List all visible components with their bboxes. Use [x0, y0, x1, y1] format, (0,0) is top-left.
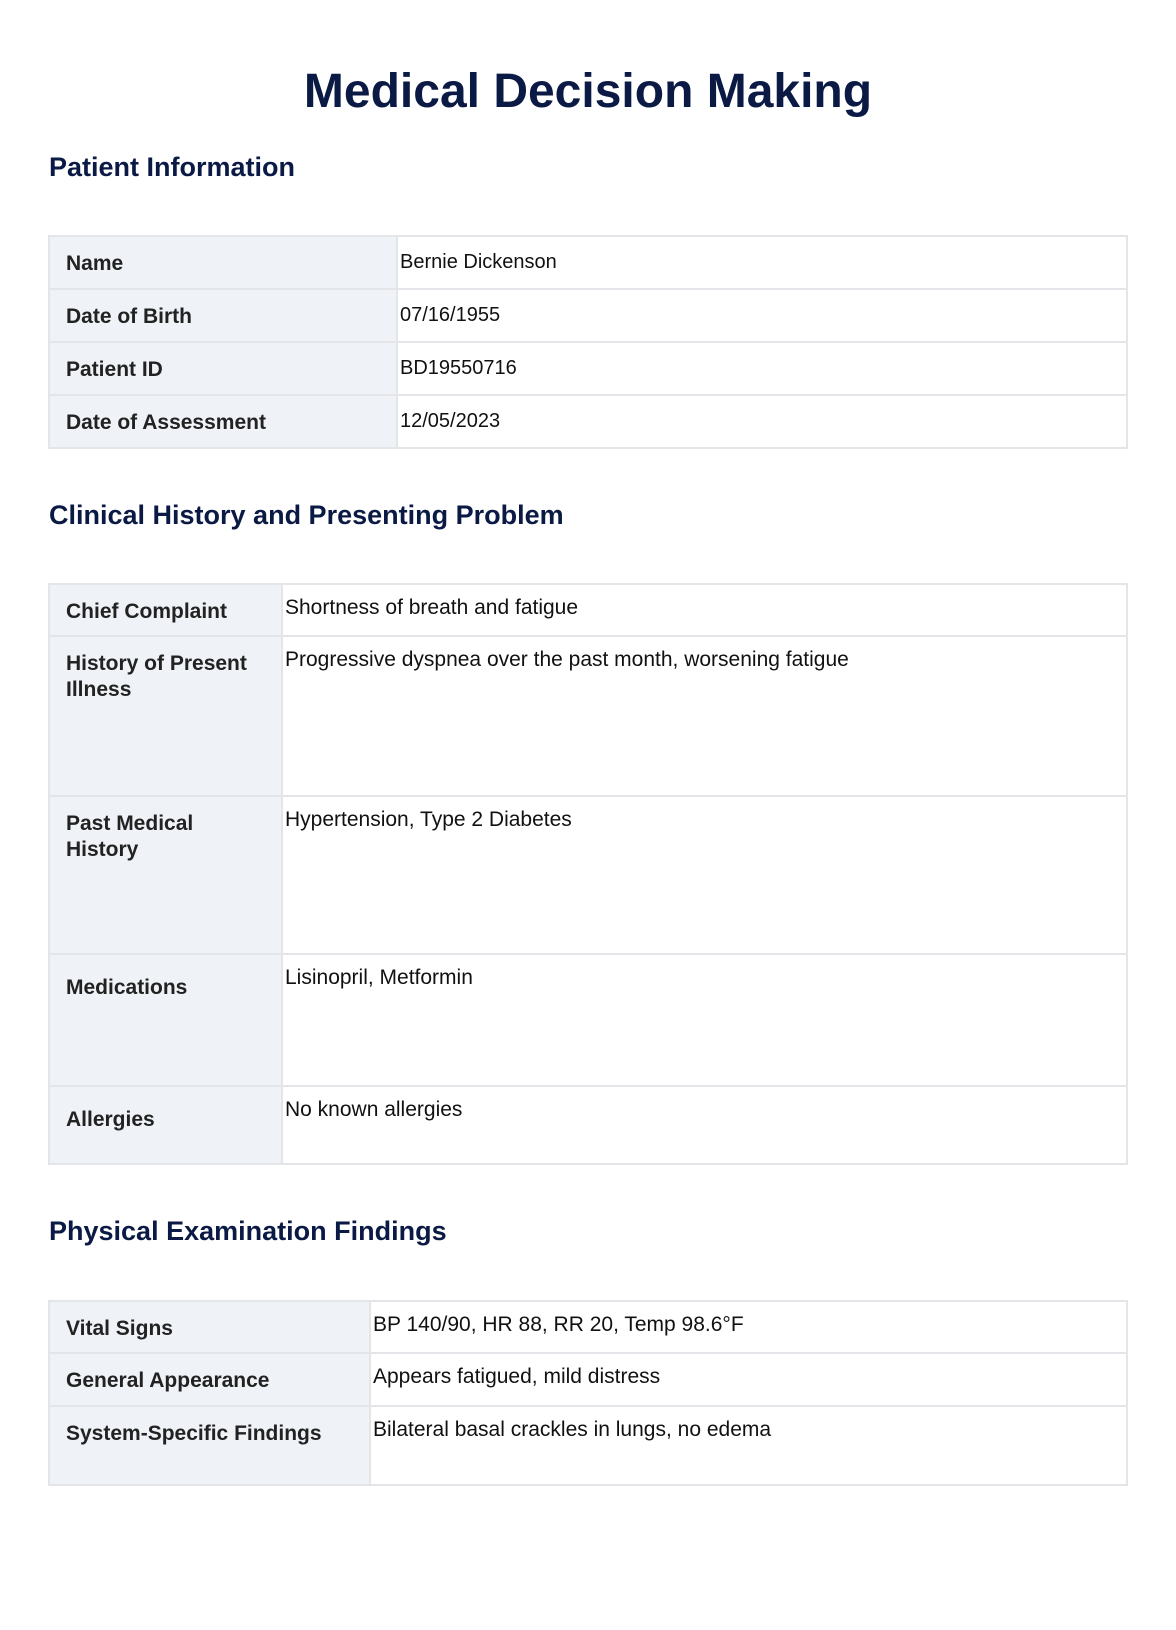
- row-label: Date of Assessment: [49, 395, 397, 448]
- physical-examination-table: [48, 1300, 1128, 1486]
- date-of-assessment-value: 12/05/2023: [397, 395, 1127, 448]
- past-medical-history-value: Hypertension, Type 2 Diabetes: [282, 796, 1127, 954]
- table-row: [49, 1301, 1127, 1353]
- row-label: Date of Birth: [49, 289, 397, 342]
- section-heading-clinical-history: Clinical History and Presenting Problem: [49, 500, 564, 530]
- row-label: Vital Signs: [49, 1301, 370, 1353]
- table-row: [49, 289, 1127, 342]
- vital-signs-value: BP 140/90, HR 88, RR 20, Temp 98.6°F: [370, 1301, 1127, 1353]
- row-label: Chief Complaint: [49, 584, 282, 636]
- medications-value: Lisinopril, Metformin: [282, 954, 1127, 1086]
- row-label: System-Specific Findings: [49, 1406, 370, 1485]
- section-heading-patient-information: Patient Information: [49, 152, 296, 182]
- table-row: [49, 1353, 1127, 1406]
- row-label: Allergies: [49, 1086, 282, 1164]
- chief-complaint-value: Shortness of breath and fatigue: [282, 584, 1127, 636]
- system-specific-findings-value: Bilateral basal crackles in lungs, no edema: [370, 1406, 1127, 1485]
- row-label: Medications: [49, 954, 282, 1086]
- history-of-present-illness-value: Progressive dyspnea over the past month, worsening fatigue: [282, 636, 1127, 796]
- table-row: [49, 796, 1127, 954]
- row-label: History of Present Illness: [49, 636, 282, 796]
- patient-id-value: BD19550716: [397, 342, 1127, 395]
- row-label: General Appearance: [49, 1353, 370, 1406]
- general-appearance-value: Appears fatigued, mild distress: [370, 1353, 1127, 1406]
- date-of-birth-value: 07/16/1955: [397, 289, 1127, 342]
- patient-information-table: [48, 235, 1128, 449]
- section-heading-physical-examination: Physical Examination Findings: [49, 1216, 447, 1246]
- table-row: [49, 636, 1127, 796]
- table-row: [49, 1406, 1127, 1485]
- row-label: Past Medical History: [49, 796, 282, 954]
- row-label: Patient ID: [49, 342, 397, 395]
- clinical-history-table: [48, 583, 1128, 1165]
- table-row: [49, 342, 1127, 395]
- row-label: Name: [49, 236, 397, 289]
- table-row: [49, 236, 1127, 289]
- table-row: [49, 954, 1127, 1086]
- table-row: [49, 395, 1127, 448]
- table-row: [49, 1086, 1127, 1164]
- table-row: [49, 584, 1127, 636]
- allergies-value: No known allergies: [282, 1086, 1127, 1164]
- patient-name-value: Bernie Dickenson: [397, 236, 1127, 289]
- page-title: Medical Decision Making: [303, 65, 873, 118]
